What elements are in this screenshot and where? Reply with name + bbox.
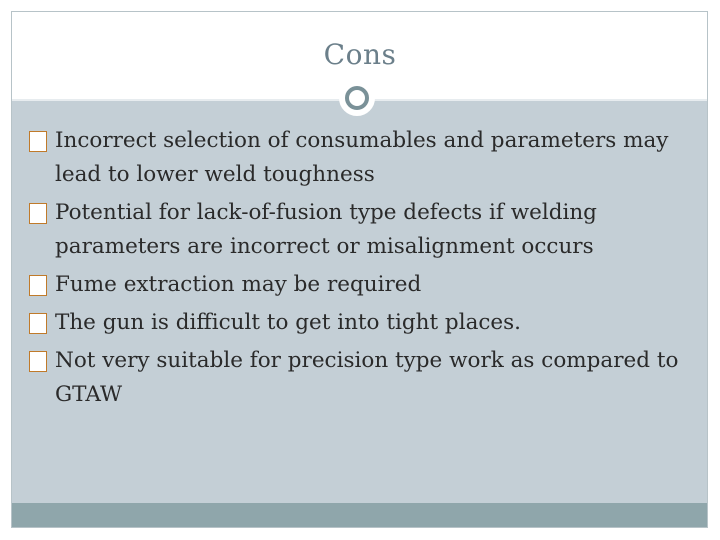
- bullet-text: The gun is difficult to get into tight places.: [55, 310, 522, 335]
- circle-ornament-icon: [339, 80, 375, 116]
- bullet-item: [29, 268, 689, 302]
- bullet-item: [29, 196, 689, 264]
- box-bullet-icon: [29, 275, 47, 296]
- bottom-band: [12, 503, 707, 527]
- box-bullet-icon: [29, 131, 47, 152]
- bullet-text: Fume extraction may be required: [55, 272, 422, 297]
- bullet-text: Incorrect selection of consumables and parameters may lead to lower weld toughness: [55, 128, 669, 187]
- slide-title: Cons: [323, 38, 397, 71]
- bullet-text: Potential for lack-of-fusion type defects if welding parameters are incorrect or misalignment occurs: [55, 200, 597, 259]
- bullet-item: [29, 306, 689, 340]
- box-bullet-icon: [29, 313, 47, 334]
- bullet-list: [29, 124, 689, 416]
- bullet-text: Not very suitable for precision type work as compared to GTAW: [55, 348, 679, 407]
- bullet-item: [29, 124, 689, 192]
- box-bullet-icon: [29, 351, 47, 372]
- bullet-item: [29, 344, 689, 412]
- ornament-ring: [345, 86, 369, 110]
- box-bullet-icon: [29, 203, 47, 224]
